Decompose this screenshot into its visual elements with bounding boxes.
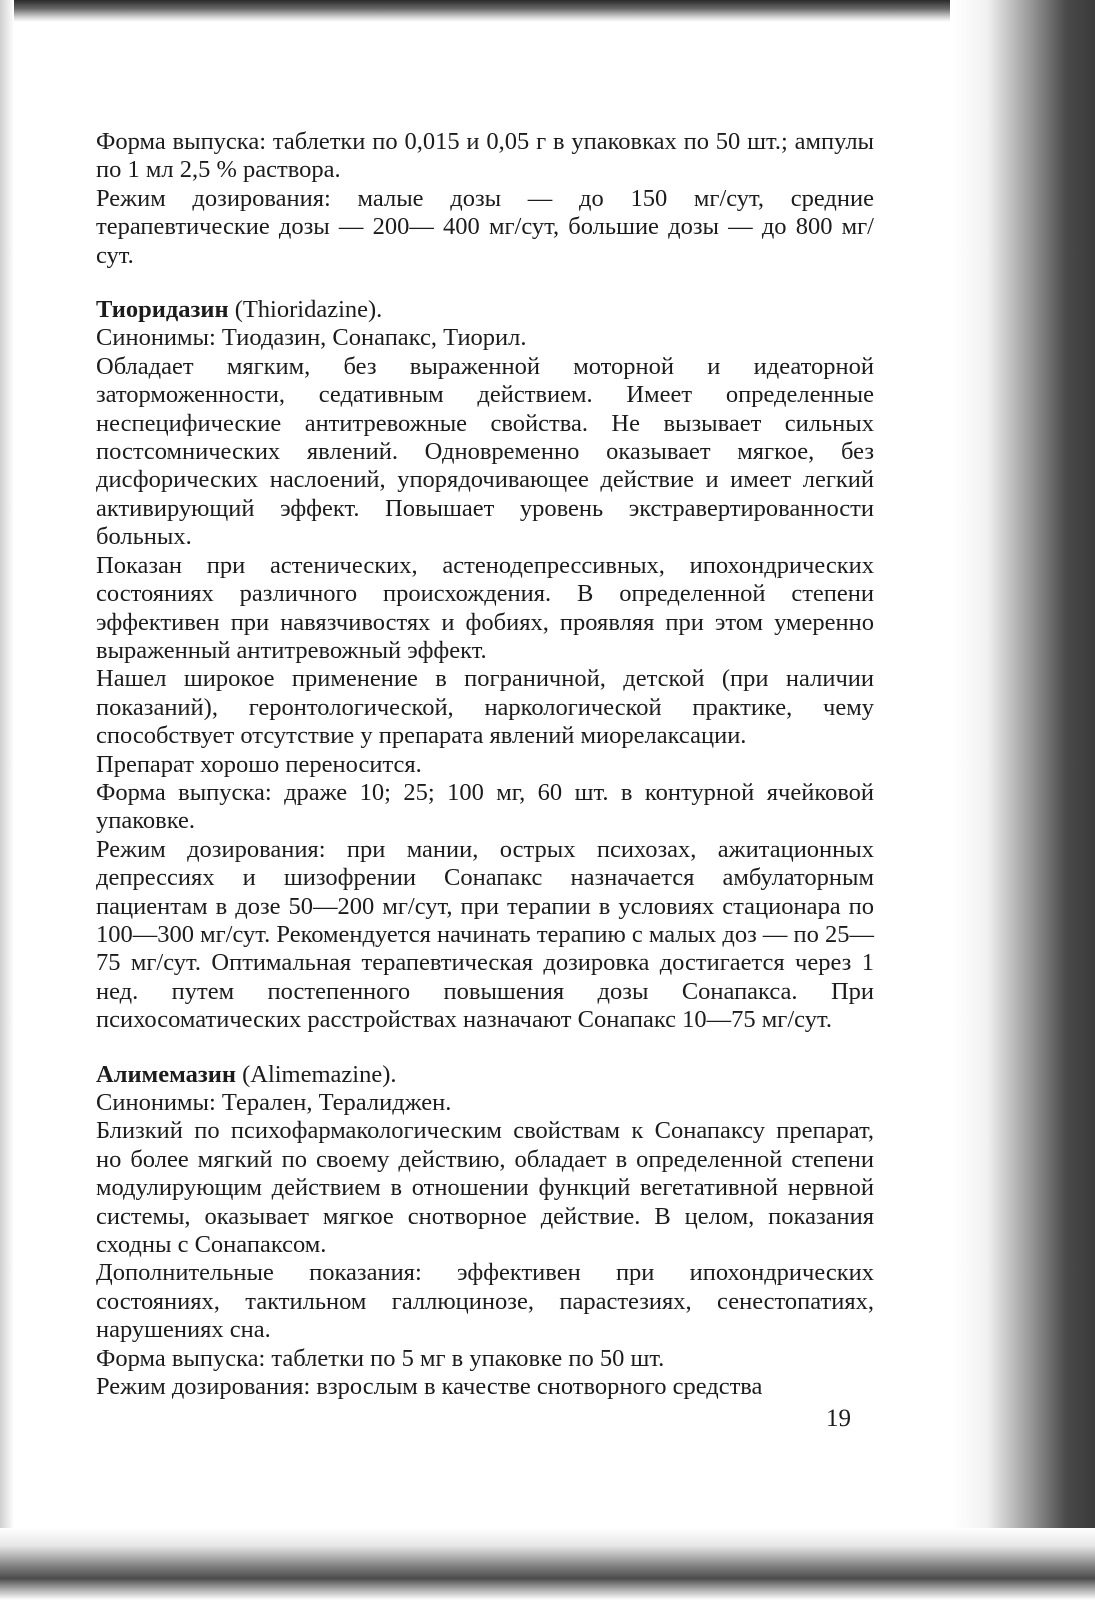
alimemazine-action: Близкий по психофармакологическим свойствам к Сонапаксу препарат, но более мягкий по своему действию, обладает в определенной степени модулирующим действием в отношении функций вегетативной нервной системы, оказывает мягкое снотворное действие. В целом, показания сходны с Сонапаксом. <box>96 1117 874 1259</box>
alimemazine-dosing: Режим дозирования: взрослым в качестве снотворного средства <box>96 1373 763 1401</box>
thioridazine-indications: Показан при астенических, астенодепрессивных, ипохондрических состояниях различного происхождения. В определенной степени эффективен при навязчивостях и фобиях, проявляя при этом умеренно выраженный антитревожный эффект. <box>96 551 874 664</box>
thioridazine-heading <box>96 296 874 324</box>
alimemazine-section <box>96 1061 874 1402</box>
alimemazine-form: Форма выпуска: таблетки по 5 мг в упаковке по 50 шт. <box>96 1344 665 1372</box>
page-text <box>96 128 874 1401</box>
scan-bottom-shadow <box>0 1528 1095 1600</box>
thioridazine-action: Обладает мягким, без выраженной моторной и идеаторной заторможенности, седативным действием. Имеет определенные неспецифические антитревожные свойства. Не вызывает сильных постсомнических явлений. Одновременно оказывает мягкое, без дисфорических наслоений, упорядочивающее действие и имеет легкий активирующий эффект. Повышает уровень экстравертированности больных. <box>96 352 874 551</box>
thioridazine-usage: Нашел широкое применение в пограничной, детской (при наличии показаний), геронтологической, наркологической практике, чему способствует отсутствие у препарата явлений миорелаксации. <box>96 665 874 750</box>
section-gap <box>96 270 874 296</box>
scan-top-shadow <box>0 0 1095 22</box>
thioridazine-tolerance: Препарат хорошо переносится. <box>96 750 422 778</box>
alimemazine-latin: (Alimemazine). <box>235 1060 397 1088</box>
thioridazine-synonyms: Синонимы: Тиодазин, Сонапакс, Тиорил. <box>96 324 527 352</box>
alimemazine-extra-indications: Дополнительные показания: эффективен при ипохондрических состояниях, тактильном галлюцинозе, парастезиях, сенестопатиях, нарушениях сна. <box>96 1259 874 1344</box>
page-number: 19 <box>826 1405 851 1432</box>
thioridazine-form: Форма выпуска: драже 10; 25; 100 мг, 60 шт. в контурной ячейковой упаковке. <box>96 778 874 835</box>
scan-left-shadow <box>0 0 14 1600</box>
section-gap <box>96 1035 874 1061</box>
intro-section <box>96 128 874 270</box>
alimemazine-heading <box>96 1061 874 1089</box>
alimemazine-name: Алимемазин <box>96 1060 236 1088</box>
thioridazine-dosing: Режим дозирования: при мании, острых психозах, ажитационных депрессиях и шизофрении Сонапакс назначается амбулаторным пациентам в дозе 50—200 мг/сут, при терапии в условиях стационара по 100—300 мг/сут. Рекомендуется начинать терапию с малых доз — по 25—75 мг/сут. Оптимальная терапевтическая дозировка достигается через 1 нед. путем постепенного повышения дозы Сонапакса. При психосоматических расстройствах назначают Сонапакс 10—75 мг/сут. <box>96 835 874 1034</box>
thioridazine-section <box>96 296 874 1035</box>
intro-form-paragraph: Форма выпуска: таблетки по 0,015 и 0,05 г в упаковках по 50 шт.; ампулы по 1 мл 2,5 % раствора. <box>96 128 874 184</box>
alimemazine-synonyms: Синонимы: Терален, Тералиджен. <box>96 1089 452 1116</box>
intro-dosing-paragraph: Режим дозирования: малые дозы — до 150 мг/сут, средние терапевтические дозы — 200— 400 мг/сут, большие дозы — до 800 мг/сут. <box>96 184 874 269</box>
thioridazine-name: Тиоридазин <box>96 296 229 324</box>
thioridazine-latin: (Thioridazine). <box>228 296 383 324</box>
scan-binding-shadow <box>950 0 1095 1600</box>
